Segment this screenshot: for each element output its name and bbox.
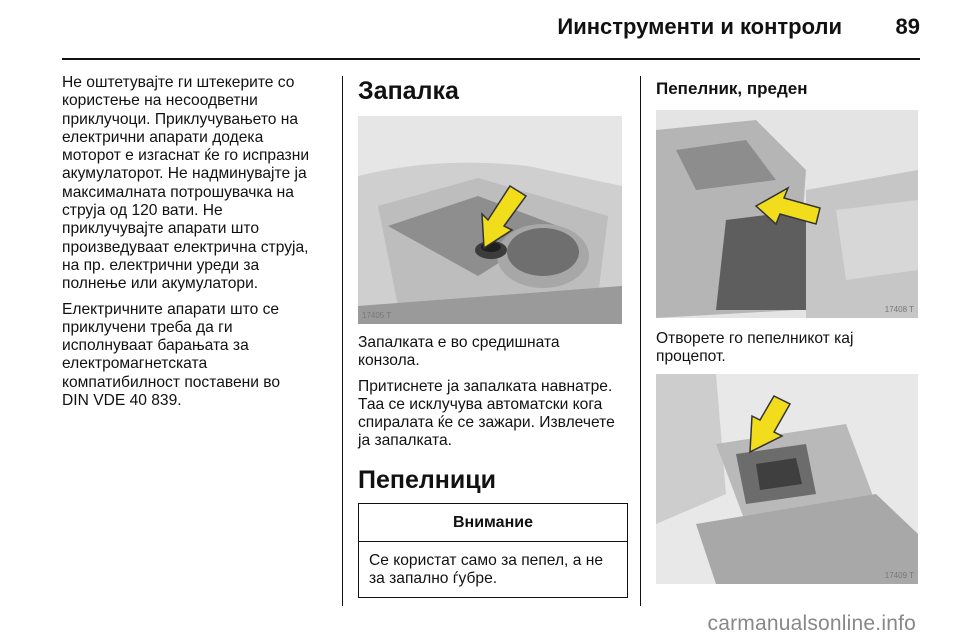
- header-rule: [62, 58, 920, 60]
- figure-label-17408: 17408 T: [884, 305, 914, 314]
- paragraph-open-ashtray: Отворете го пепелникот кај процепот.: [656, 330, 854, 366]
- middle-column: [358, 74, 628, 598]
- paragraph-sockets: Не оштетувајте ги штекерите со користење на несоодветни приклучоци. Приклучувањето на електрични апарати додека моторот е изгаснат ќе го испразни акумулаторот. Не надминувајте ја максималната потрошувачка на струја од 120 вати. Не приклучувајте апарати што произведуваат електрична струја, на пр. електрични уреди за полнење или акумулатори.: [62, 74, 310, 293]
- figure-label-17405: 17405 T: [362, 311, 392, 320]
- warning-box: [358, 503, 628, 599]
- page-number: 89: [895, 14, 920, 39]
- column-divider-right: [640, 76, 641, 606]
- lighter-illustration: [358, 116, 622, 324]
- figure-ashtray-open: [656, 110, 918, 318]
- figure-cigarette-lighter: [358, 116, 622, 324]
- ashtray-insert-illustration: [656, 374, 918, 584]
- ashtray-open-illustration: [656, 110, 918, 318]
- watermark: carmanualsonline.info: [707, 612, 916, 635]
- page-header-title: Иинструменти и контроли: [557, 14, 842, 39]
- paragraph-lighter-location: Запалката е во средишната конзола.: [358, 334, 560, 370]
- paragraph-emc: Електричните апарати што се приклучени треба да ги исполнуваат барањата за електромагнетската компатибилност поставени во DIN VDE 40 839.: [62, 300, 281, 410]
- figure-label-17409: 17409 T: [884, 570, 914, 580]
- left-column: [62, 74, 332, 417]
- warning-text: Се користат само за пепел, а не за запално ѓубре.: [369, 551, 604, 588]
- paragraph-lighter-use: Притиснете ја запалката навнатре. Таа се исклучува автоматски кога спиралата ќе се зажари. Извлечете ја запалката.: [358, 377, 615, 450]
- heading-front-ashtray: Пепелник, преден: [656, 79, 808, 98]
- column-divider-left: [342, 76, 343, 606]
- warning-title: Внимание: [359, 504, 627, 542]
- right-column: [656, 74, 921, 584]
- figure-ashtray-insert: [656, 374, 918, 584]
- heading-cigarette-lighter: Запалка: [358, 77, 459, 105]
- heading-ashtrays: Пепелници: [358, 465, 496, 494]
